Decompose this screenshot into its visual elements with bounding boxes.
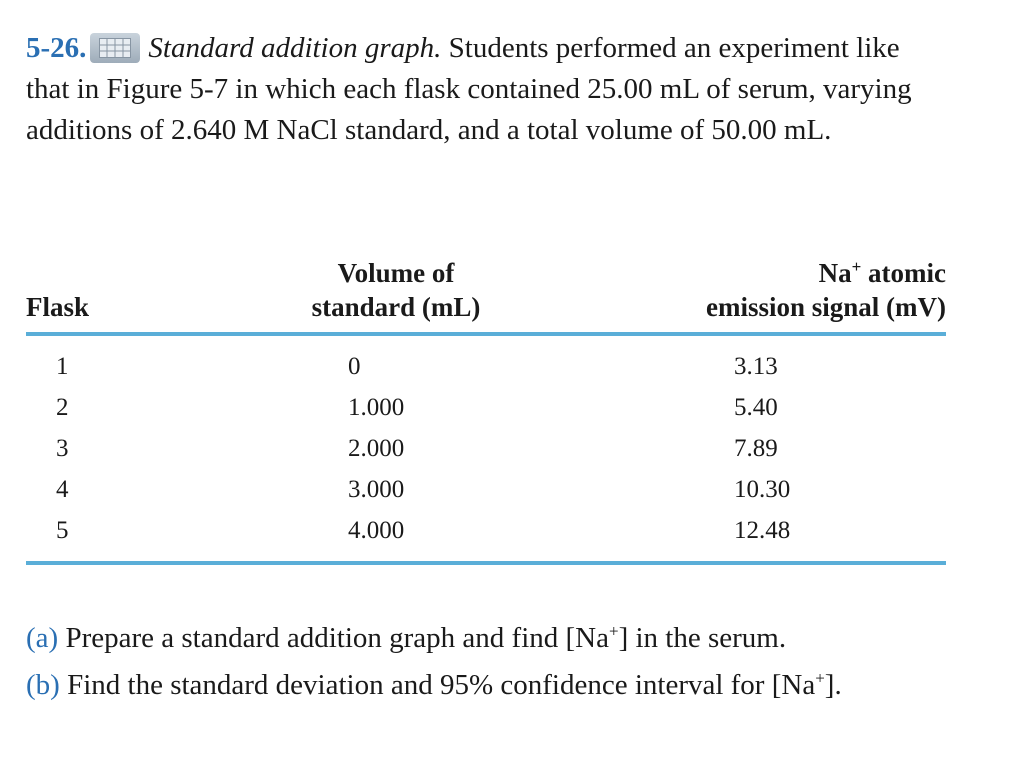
cell-signal: 5.40	[734, 394, 778, 421]
cell-flask: 4	[56, 476, 69, 503]
question-a: (a) Prepare a standard addition graph and find [Na+] in the serum.	[26, 621, 787, 654]
cell-volume: 2.000	[348, 435, 405, 462]
table-header-row	[26, 256, 946, 334]
questions	[26, 615, 946, 709]
problem-text: Students performed an experiment like that in Figure 5-7 in which each flask contained 25.00 mL of serum, varying additions of 2.640 M NaCl standard, and a total volume of 50.00 mL.	[26, 32, 912, 146]
table-row	[26, 334, 946, 387]
question-b: (b) Find the standard deviation and 95% confidence interval for [Na+].	[26, 668, 842, 701]
problem-statement	[26, 28, 946, 151]
cell-volume: 0	[348, 353, 361, 380]
cell-volume: 4.000	[196, 510, 596, 563]
table-row	[26, 428, 946, 469]
spreadsheet-icon	[90, 33, 140, 63]
problem-number: 5-26.	[26, 32, 87, 64]
table-row	[26, 510, 946, 563]
cell-flask: 3	[56, 435, 69, 462]
cell-flask: 5	[26, 510, 196, 563]
question-a-letter: (a)	[26, 622, 59, 654]
header-signal: Na+ atomic emission signal (mV)	[596, 256, 946, 334]
cell-flask: 2	[56, 394, 69, 421]
data-table	[26, 256, 946, 565]
question-b-letter: (b)	[26, 669, 60, 701]
cell-signal: 10.30	[734, 476, 791, 503]
cell-volume: 1.000	[348, 394, 405, 421]
cell-signal: 7.89	[734, 435, 778, 462]
problem-title: Standard addition graph.	[148, 32, 442, 64]
cell-signal: 3.13	[734, 353, 778, 380]
cell-flask: 1	[56, 353, 69, 380]
table-row	[26, 469, 946, 510]
cell-signal: 12.48	[596, 510, 946, 563]
header-volume: Volume of standard (mL)	[196, 256, 596, 334]
header-flask: Flask	[26, 256, 196, 334]
table-row	[26, 387, 946, 428]
cell-volume: 3.000	[348, 476, 405, 503]
